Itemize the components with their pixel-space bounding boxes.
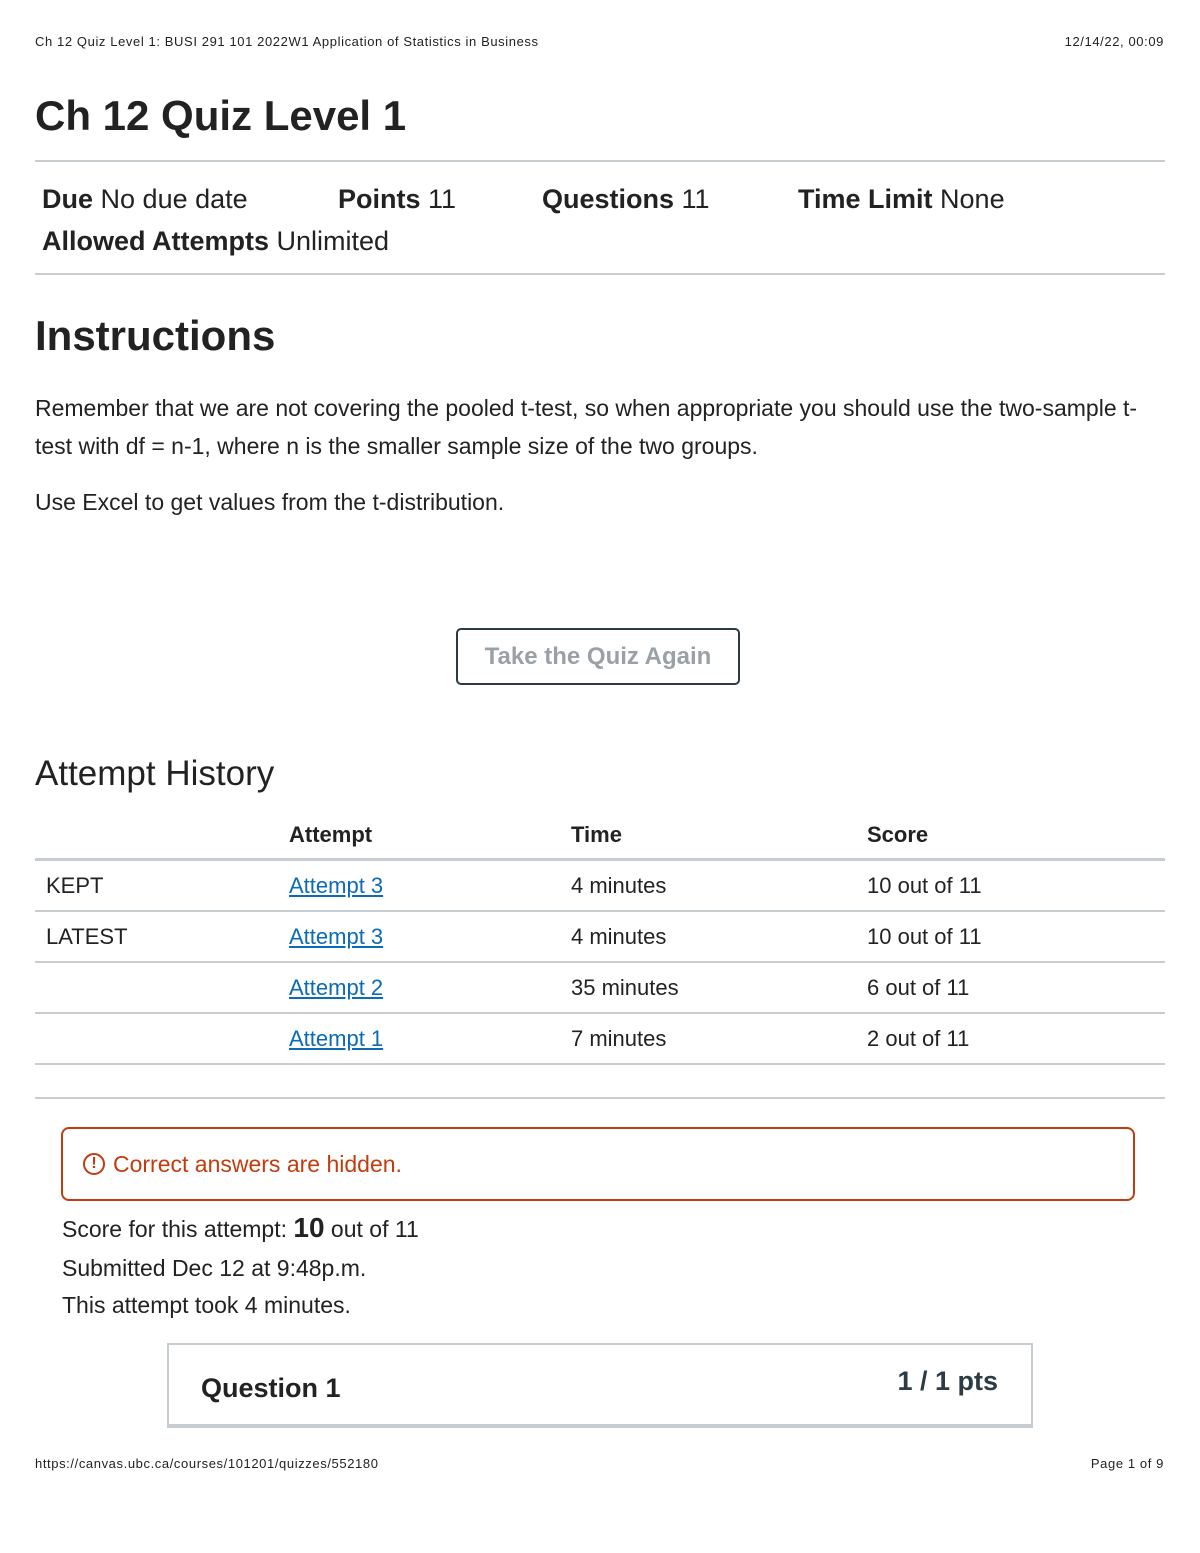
table-row xyxy=(35,911,1165,962)
attempt-score-line: Score for this attempt: 10 out of 11 xyxy=(62,1212,419,1243)
attempt-score: 10 out of 11 xyxy=(867,911,1165,962)
questions-info: Questions 11 xyxy=(542,183,710,214)
attempt-status: KEPT xyxy=(35,860,289,912)
column-header: Attempt xyxy=(289,812,571,860)
attempt-time: 35 minutes xyxy=(571,962,867,1013)
instructions-heading: Instructions xyxy=(35,312,276,359)
table-row xyxy=(35,860,1165,912)
due-info: Due No due date xyxy=(42,183,248,214)
alert-text: Correct answers are hidden. xyxy=(113,1150,402,1177)
attempt-link[interactable]: Attempt 2 xyxy=(289,974,384,1000)
table-header-row xyxy=(35,812,1165,860)
attempt-link[interactable]: Attempt 1 xyxy=(289,1025,384,1051)
submitted-time: Submitted Dec 12 at 9:48p.m. xyxy=(62,1255,367,1281)
attempt-score: 10 out of 11 xyxy=(867,860,1165,912)
attempt-time: 4 minutes xyxy=(571,860,867,912)
correct-answers-hidden-alert xyxy=(61,1127,1135,1201)
column-header: Score xyxy=(867,812,1165,860)
attempt-score: 2 out of 11 xyxy=(867,1013,1165,1064)
column-header xyxy=(35,812,289,860)
attempt-link[interactable]: Attempt 3 xyxy=(289,923,384,949)
print-header xyxy=(35,34,1164,49)
table-row xyxy=(35,962,1165,1013)
print-footer-url: https://canvas.ubc.ca/courses/101201/quizzes/552180 xyxy=(35,1456,379,1471)
points-info: Points 11 xyxy=(338,183,457,214)
print-footer-page: Page 1 of 9 xyxy=(1090,1456,1164,1471)
allowed-attempts-info: Allowed Attempts Unlimited xyxy=(42,225,390,256)
attempt-score: 6 out of 11 xyxy=(867,962,1165,1013)
question-title: Question 1 xyxy=(201,1373,341,1403)
take-quiz-again-button[interactable]: Take the Quiz Again xyxy=(456,628,740,685)
attempt-history-heading: Attempt History xyxy=(35,754,275,793)
instructions-paragraph: Remember that we are not covering the pooled t-test, so when appropriate you should use the two-sample t-test with df = n-1, where n is the smaller sample size of the two groups. xyxy=(35,395,1138,459)
question-card xyxy=(167,1343,1033,1428)
print-header-date: 12/14/22, 00:09 xyxy=(1064,34,1164,49)
divider xyxy=(35,160,1165,162)
column-header: Time xyxy=(571,812,867,860)
table-row xyxy=(35,1013,1165,1064)
attempt-time: 7 minutes xyxy=(571,1013,867,1064)
page-title: Ch 12 Quiz Level 1 xyxy=(35,92,407,139)
score-value: 10 xyxy=(293,1212,325,1243)
attempt-link[interactable]: Attempt 3 xyxy=(289,872,384,898)
attempt-history-table xyxy=(35,812,1165,1065)
instructions-paragraph: Use Excel to get values from the t-distribution. xyxy=(35,489,505,515)
attempt-time: 4 minutes xyxy=(571,911,867,962)
divider xyxy=(35,1097,1165,1099)
attempt-status xyxy=(35,962,289,1013)
question-points: 1 / 1 pts xyxy=(897,1366,998,1396)
print-footer xyxy=(35,1456,1164,1471)
divider xyxy=(35,273,1165,275)
warning-icon: ! xyxy=(83,1153,105,1175)
attempt-duration: This attempt took 4 minutes. xyxy=(62,1292,351,1318)
quiz-details xyxy=(42,178,1162,262)
attempt-status: LATEST xyxy=(35,911,289,962)
time-limit-info: Time Limit None xyxy=(798,183,1005,214)
attempt-status xyxy=(35,1013,289,1064)
print-header-title: Ch 12 Quiz Level 1: BUSI 291 101 2022W1 Application of Statistics in Business xyxy=(35,34,539,49)
